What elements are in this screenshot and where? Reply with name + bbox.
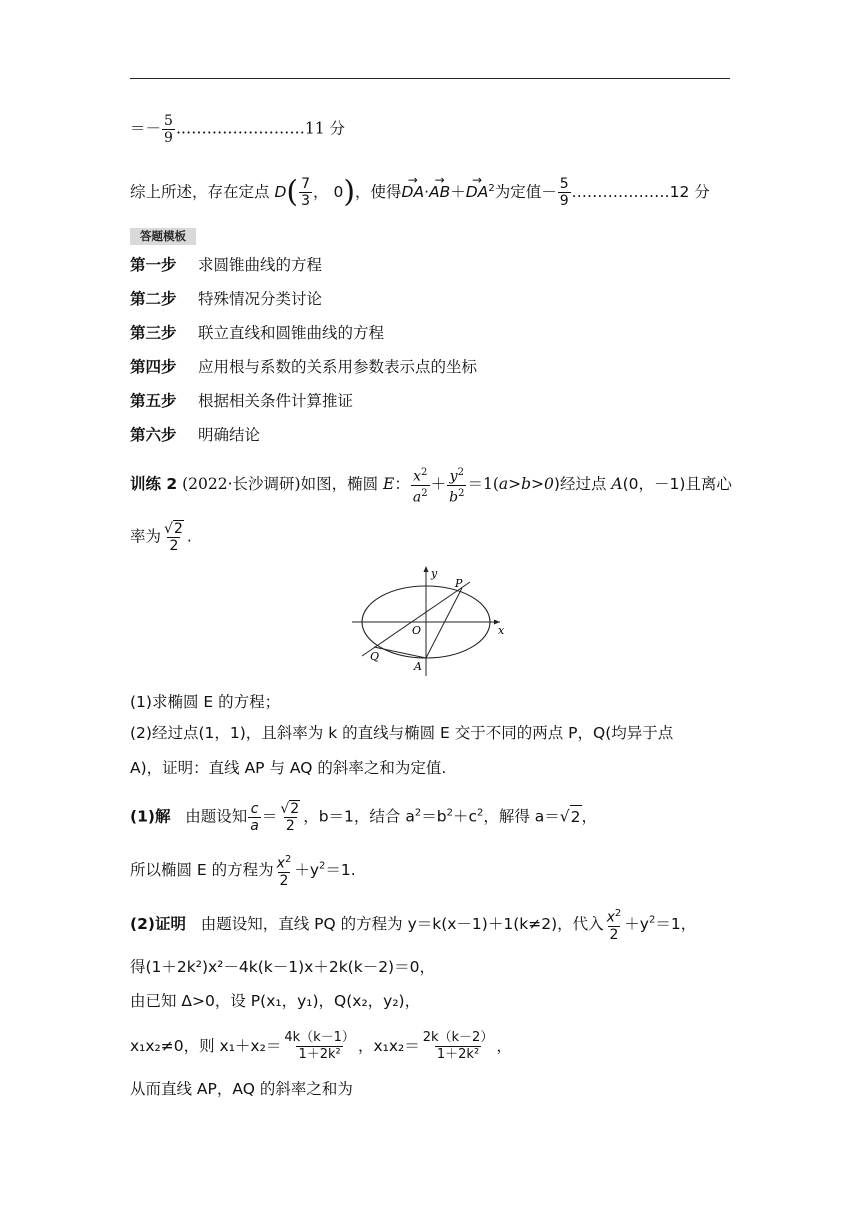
solution-2-line-4: x₁x₂≠0，则 x₁＋x₂＝ $\frac{4k(k-1)}{\text{1＋2k²}}$ ，x₁x₂＝ $\frac{2k(k-2)}{\text{1＋2k²}}$ ， bbox=[130, 1030, 512, 1062]
solution-1-line-1: (1)解 由题设知 $\frac{c}{a}$ ＝ $\frac{√2}{2}$ ，b＝1，结合 $a^2=b^2+c^2$，解得 a＝√2， bbox=[130, 800, 598, 834]
label-P: P bbox=[455, 577, 463, 590]
question-1: (1)求椭圆 E 的方程； bbox=[130, 693, 281, 711]
fraction: $\frac{5}{9}$ bbox=[164, 113, 173, 146]
y-axis-arrow bbox=[424, 566, 429, 572]
step-2: 第二步 特殊情况分类讨论 bbox=[130, 290, 323, 308]
conclusion-line: 综上所述，存在定点 D( $\frac{7}{3}$ ， 0)，使得→ $DA\cdot\to AB+\to DA^2$为定值－ $\frac{5}{9}$ .………………12 分 bbox=[130, 176, 710, 209]
template-badge: 答题模板 bbox=[130, 228, 196, 245]
step-1: 第一步 求圆锥曲线的方程 bbox=[130, 256, 323, 274]
step-4: 第四步 应用根与系数的关系用参数表示点的坐标 bbox=[130, 358, 478, 376]
label-A: A bbox=[414, 660, 422, 673]
solution-2-line-3: 由已知 Δ>0，设 P(x₁，y₁)，Q(x₂，y₂)， bbox=[130, 992, 421, 1010]
result-line: ＝－ $\frac{5}{9}$ .……………………11 分 bbox=[130, 113, 346, 146]
ellipse-figure bbox=[352, 560, 512, 678]
label-O: O bbox=[412, 624, 422, 637]
training-problem: 训练 2 (2022·长沙调研)如图，椭圆 E： $\frac{x^2}{a^2}$ ＋ $\frac{y^2}{b^2}$ ＝1(a>b>0)经过点 A(0，－1)且离心 bbox=[130, 467, 732, 506]
label-x: x bbox=[498, 624, 505, 637]
question-2-line-1: (2)经过点(1，1)，且斜率为 k 的直线与椭圆 E 交于不同的两点 P，Q(均异于点 bbox=[130, 724, 674, 742]
solution-2-line-2: 得(1＋2k²)x²－4k(k－1)x＋2k(k－2)＝0， bbox=[130, 958, 435, 976]
label-y: y bbox=[431, 567, 438, 580]
label-Q: Q bbox=[370, 650, 380, 663]
step-5: 第五步 根据相关条件计算推证 bbox=[130, 392, 354, 410]
eccentricity-line: 率为 $\frac{√2}{2}$ . bbox=[130, 521, 192, 554]
solution-2-line-1: (2)证明 由题设知，直线 PQ 的方程为 y＝k(x－1)＋1(k≠2)，代入 $\frac{x^2}{2}$ $+y^2=1$， bbox=[130, 908, 697, 943]
solution-2-line-5: 从而直线 AP，AQ 的斜率之和为 bbox=[130, 1080, 353, 1098]
header-rule bbox=[130, 78, 730, 79]
step-3: 第三步 联立直线和圆锥曲线的方程 bbox=[130, 324, 385, 342]
solution-1-line-2: 所以椭圆 E 的方程为 $\frac{x^2}{2}$ $+y^2=1$. bbox=[130, 854, 356, 889]
step-6: 第六步 明确结论 bbox=[130, 426, 261, 444]
line-PQ bbox=[362, 582, 470, 656]
line-AP bbox=[426, 588, 462, 658]
line-AQ bbox=[374, 647, 426, 658]
question-2-line-2: A)，证明：直线 AP 与 AQ 的斜率之和为定值. bbox=[130, 759, 447, 777]
